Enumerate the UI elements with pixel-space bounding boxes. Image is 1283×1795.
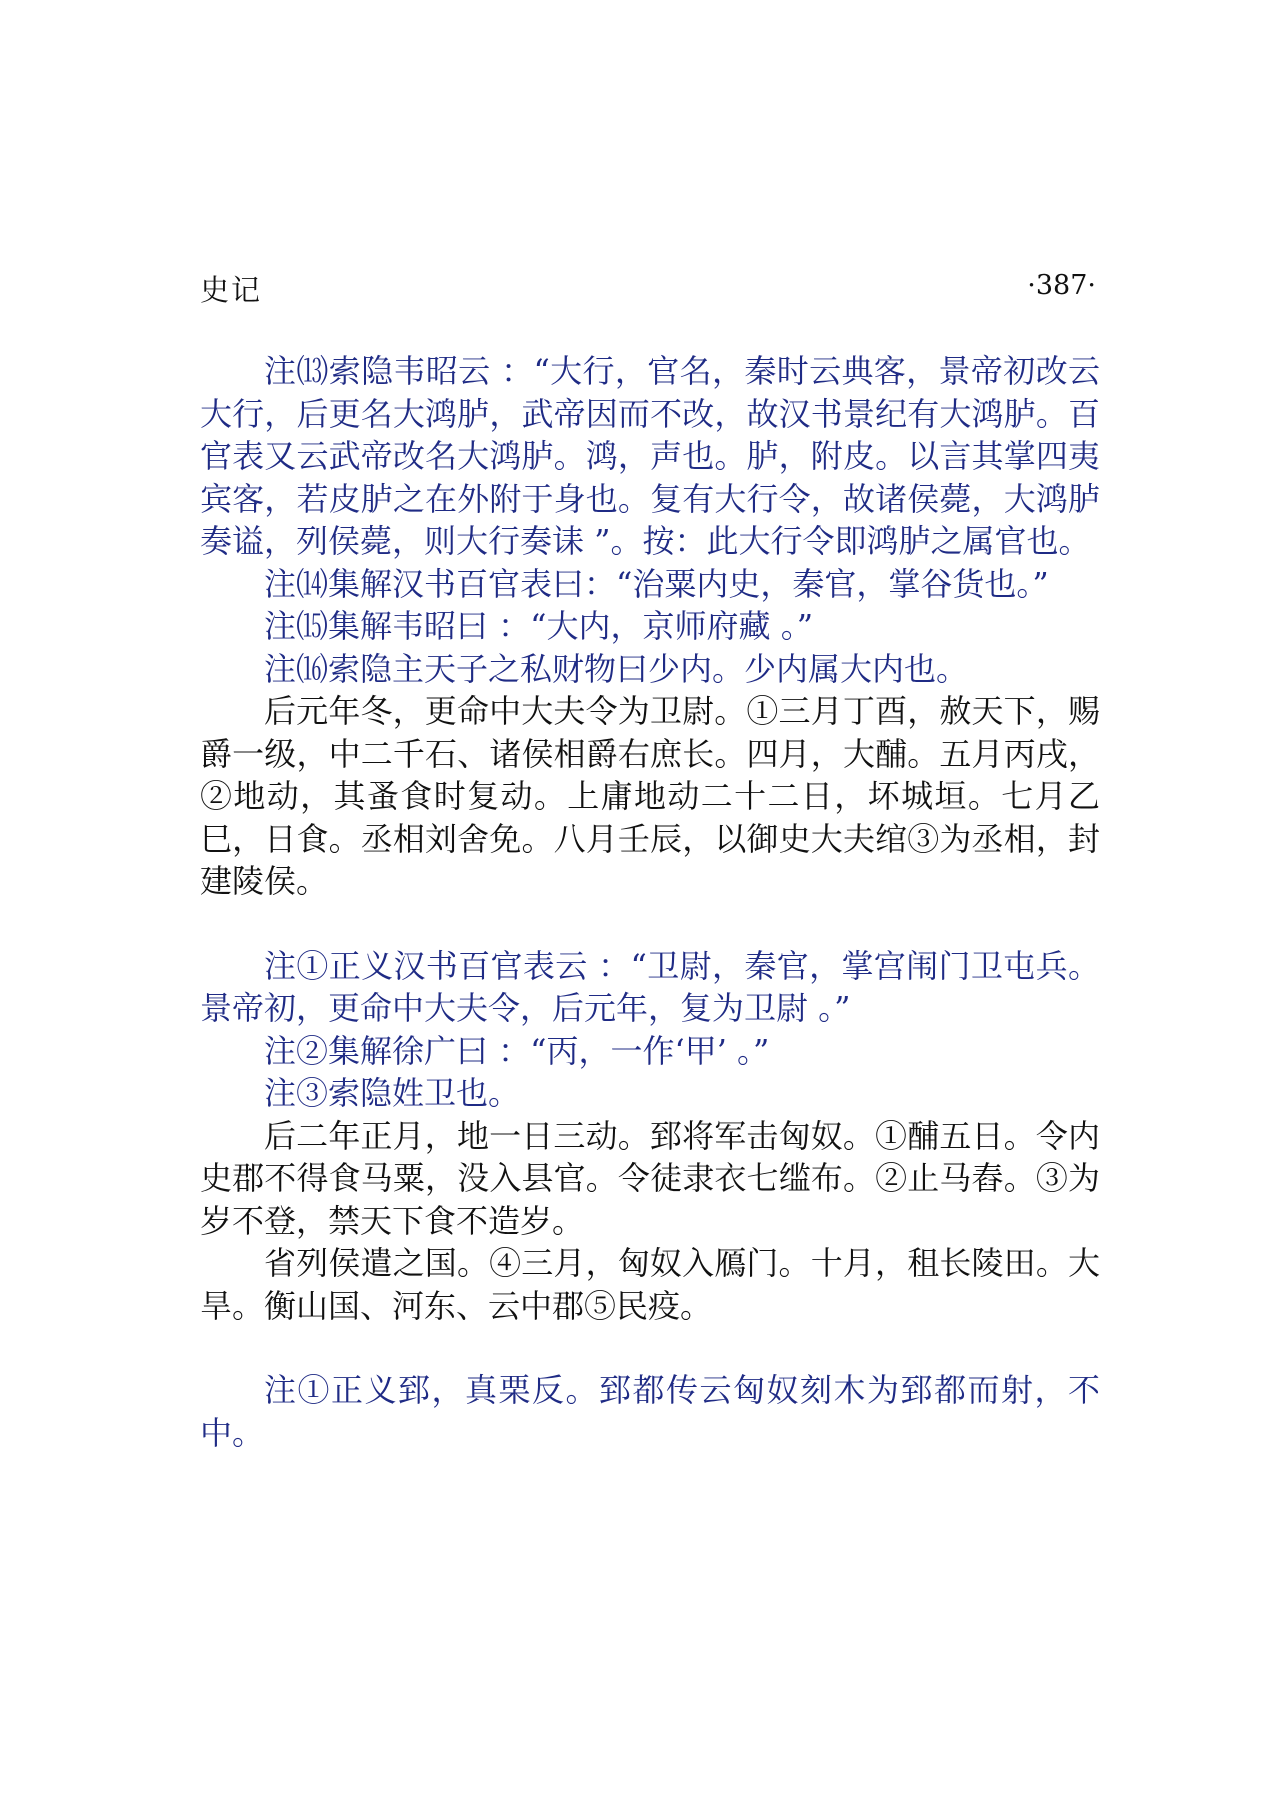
annotation-paragraph: 注③索隐姓卫也。	[264, 1074, 521, 1112]
page-header	[200, 268, 1096, 312]
annotation-paragraph: 注⒀索隐韦昭云 ：“大行，官名，秦时云典客，景帝初改云大行，后更名大鸿胪，武帝因而不改，故汉书景纪有大鸿胪。百官表又云武帝改名大鸿胪。鸿，声也。胪，附皮。以言其掌四夷宾客，若皮胪之在外附于身也。复有大行令，故诸侯薨，大鸿胪奏谥，列侯薨，则大行奏诔 ”。按：此大行令即鸿胪之属官也。	[200, 352, 1100, 560]
annotation-paragraph: 注①正义汉书百官表云 ：“卫尉，秦官，掌宫闱门卫屯兵。景帝初，更命中大夫令，后元年，复为卫尉 。”	[200, 946, 1100, 1027]
annotation-paragraph: 注⒂集解韦昭曰 ：“大内，京师府藏 。”	[264, 607, 814, 645]
annotation-paragraph: 注①正义郅，真栗反。郅都传云匈奴刻木为郅都而射，不中。	[200, 1371, 1100, 1452]
annotation-paragraph: 注⒃索隐主天子之私财物曰少内。少内属大内也。	[264, 649, 969, 688]
body-text	[200, 350, 1100, 1454]
annotation-paragraph: 注②集解徐广曰 ：“丙，一作‘甲’ 。”	[264, 1031, 770, 1070]
main-text-paragraph: 后二年正月，地一日三动。郅将军击匈奴。①酺五日。令内史郡不得食马粟，没入县官。令徒隶衣七䍀布。②止马舂。③为岁不登，禁天下食不造岁。	[200, 1116, 1100, 1240]
main-text-paragraph: 后元年冬，更命中大夫令为卫尉。①三月丁酉，赦天下，赐爵一级，中二千石、诸侯相爵右庶长。四月，大酺。五月丙戌，②地动，其蚤食时复动。上庸地动二十二日，坏城垣。七月乙巳，日食。丞相刘舍免。八月壬辰，以御史大夫绾③为丞相，封建陵侯。	[200, 692, 1100, 900]
paragraph-gap	[200, 903, 1100, 945]
main-text-paragraph: 省列侯遣之国。④三月，匈奴入鴈门。十月，租长陵田。大旱。衡山国、河东、云中郡⑤民疫。	[200, 1244, 1100, 1325]
paragraph-gap	[200, 1327, 1100, 1369]
book-title: 史记	[200, 273, 263, 307]
annotation-paragraph: 注⒁集解汉书百官表曰：“治粟内史，秦官，掌谷货也。”	[264, 564, 1049, 603]
page-number: ·387·	[1027, 270, 1096, 301]
